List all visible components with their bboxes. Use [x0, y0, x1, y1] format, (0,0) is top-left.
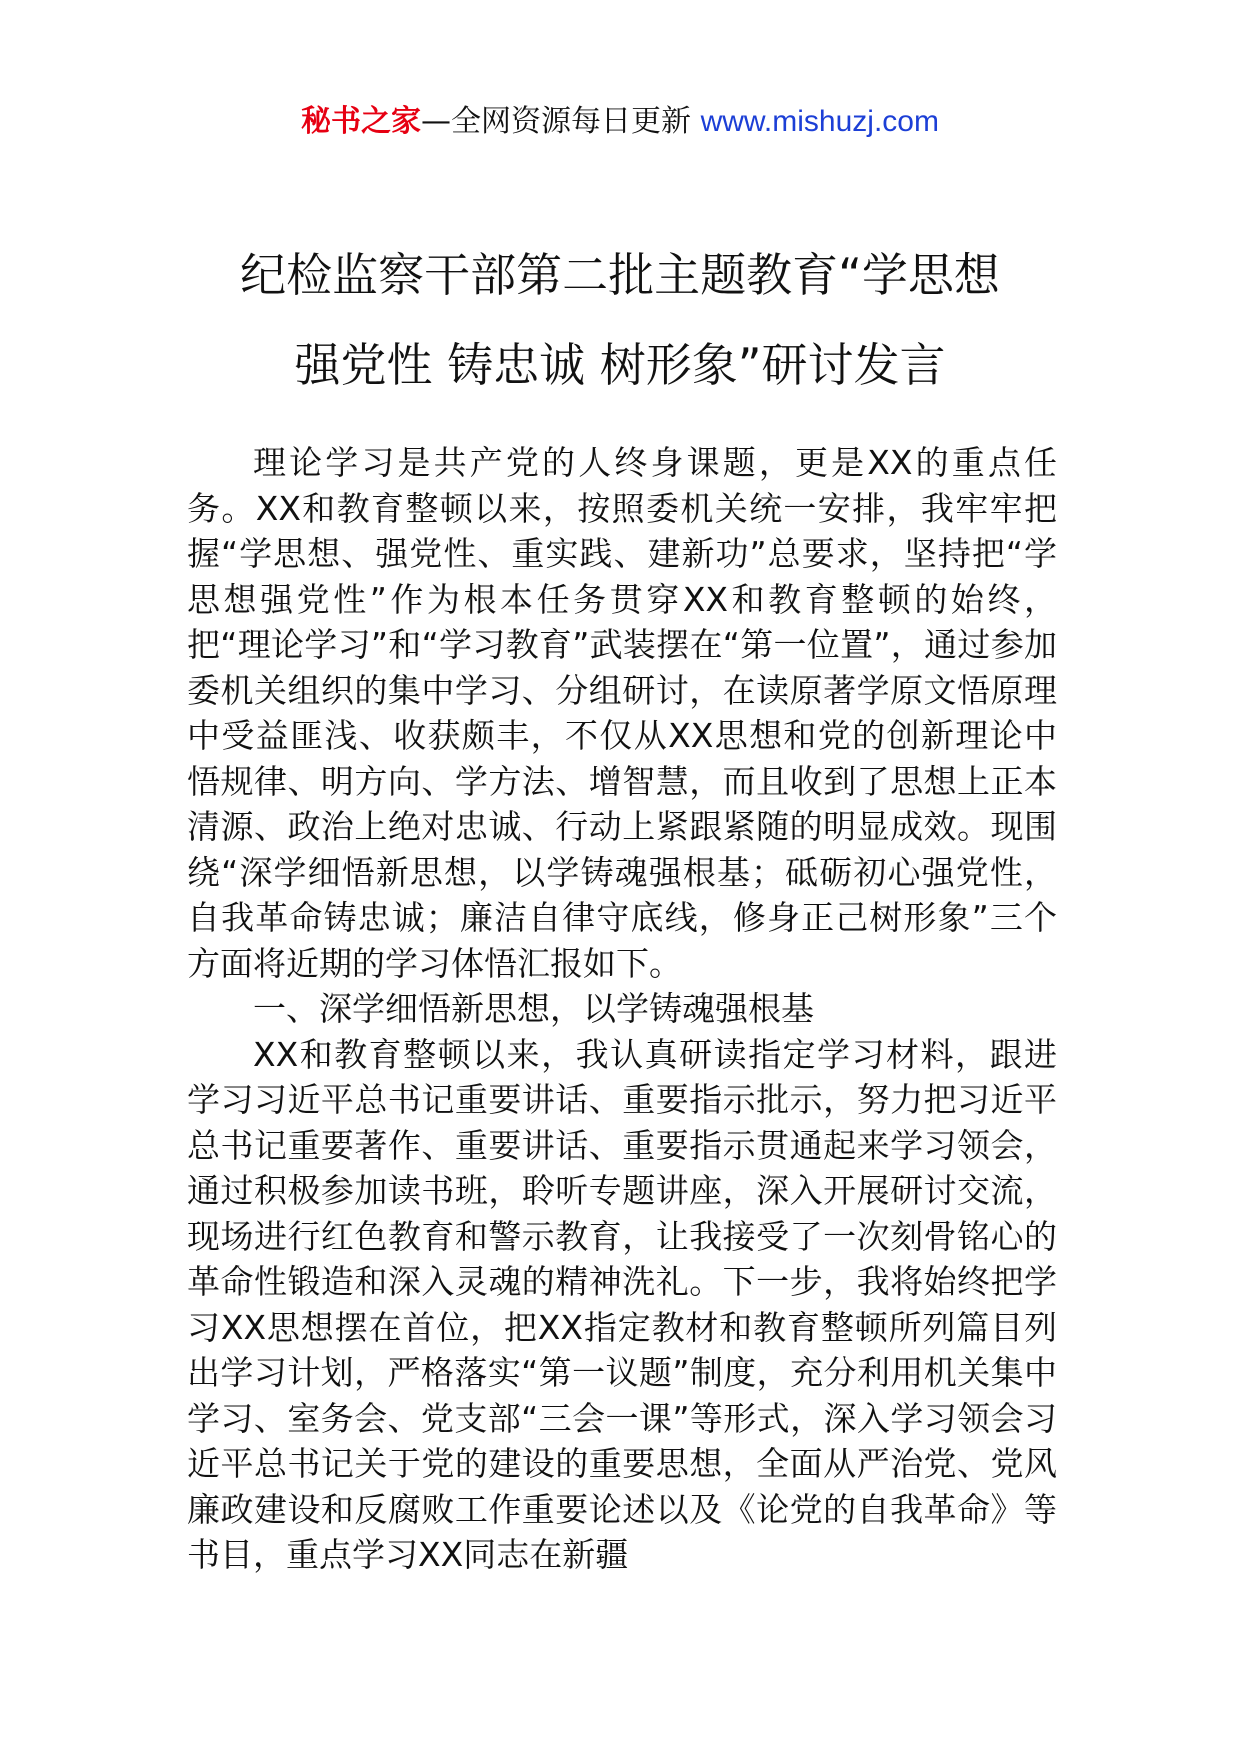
section-heading-1: 一、深学细悟新思想，以学铸魂强根基: [253, 989, 814, 1028]
site-brand: 秘书之家: [301, 104, 422, 139]
site-url-link[interactable]: www.mishuzj.com: [700, 105, 939, 138]
body-paragraph-1: 理论学习是共产党的人终身课题，更是XX的重点任务。XX和教育整顿以来，按照委机关统一安排，我牢牢把握“学思想、强党性、重实践、建新功”总要求，坚持把“学思想强党性”作为根本任务贯穿XX和教育整顿的始终，把“理论学习”和“学习教育”武装摆在“第一位置”，通过参加委机关组织的集中学习、分组研讨，在读原著学原文悟原理中受益匪浅、收获颇丰，不仅从XX思想和党的创新理论中悟规律、明方向、学方法、增智慧，而且收到了思想上正本清源、政治上绝对忠诚、行动上紧跟紧随的明显成效。现围绕“深学细悟新思想，以学铸魂强根基；砥砺初心强党性，自我革命铸忠诚；廉洁自律守底线，修身正己树形象”三个方面将近期的学习体悟汇报如下。: [187, 443, 1057, 983]
document-title: [0, 230, 1240, 410]
site-slogan: —全网资源每日更新: [421, 104, 692, 139]
title-line-2: 强党性 铸忠诚 树形象”研讨发言: [294, 338, 946, 392]
document-body: [187, 440, 1057, 1578]
title-line-1: 纪检监察干部第二批主题教育“学思想: [240, 248, 1000, 302]
site-header: [0, 100, 1240, 144]
body-paragraph-2: XX和教育整顿以来，我认真研读指定学习材料，跟进学习习近平总书记重要讲话、重要指示批示，努力把习近平总书记重要著作、重要讲话、重要指示贯通起来学习领会，通过积极参加读书班，聆听专题讲座，深入开展研讨交流，现场进行红色教育和警示教育，让我接受了一次刻骨铭心的革命性锻造和深入灵魂的精神洗礼。下一步，我将始终把学习XX思想摆在首位，把XX指定教材和教育整顿所列篇目列出学习计划，严格落实“第一议题”制度，充分利用机关集中学习、室务会、党支部“三会一课”等形式，深入学习领会习近平总书记关于党的建设的重要思想，全面从严治党、党风廉政建设和反腐败工作重要论述以及《论党的自我革命》等书目，重点学习XX同志在新疆: [187, 1034, 1057, 1574]
